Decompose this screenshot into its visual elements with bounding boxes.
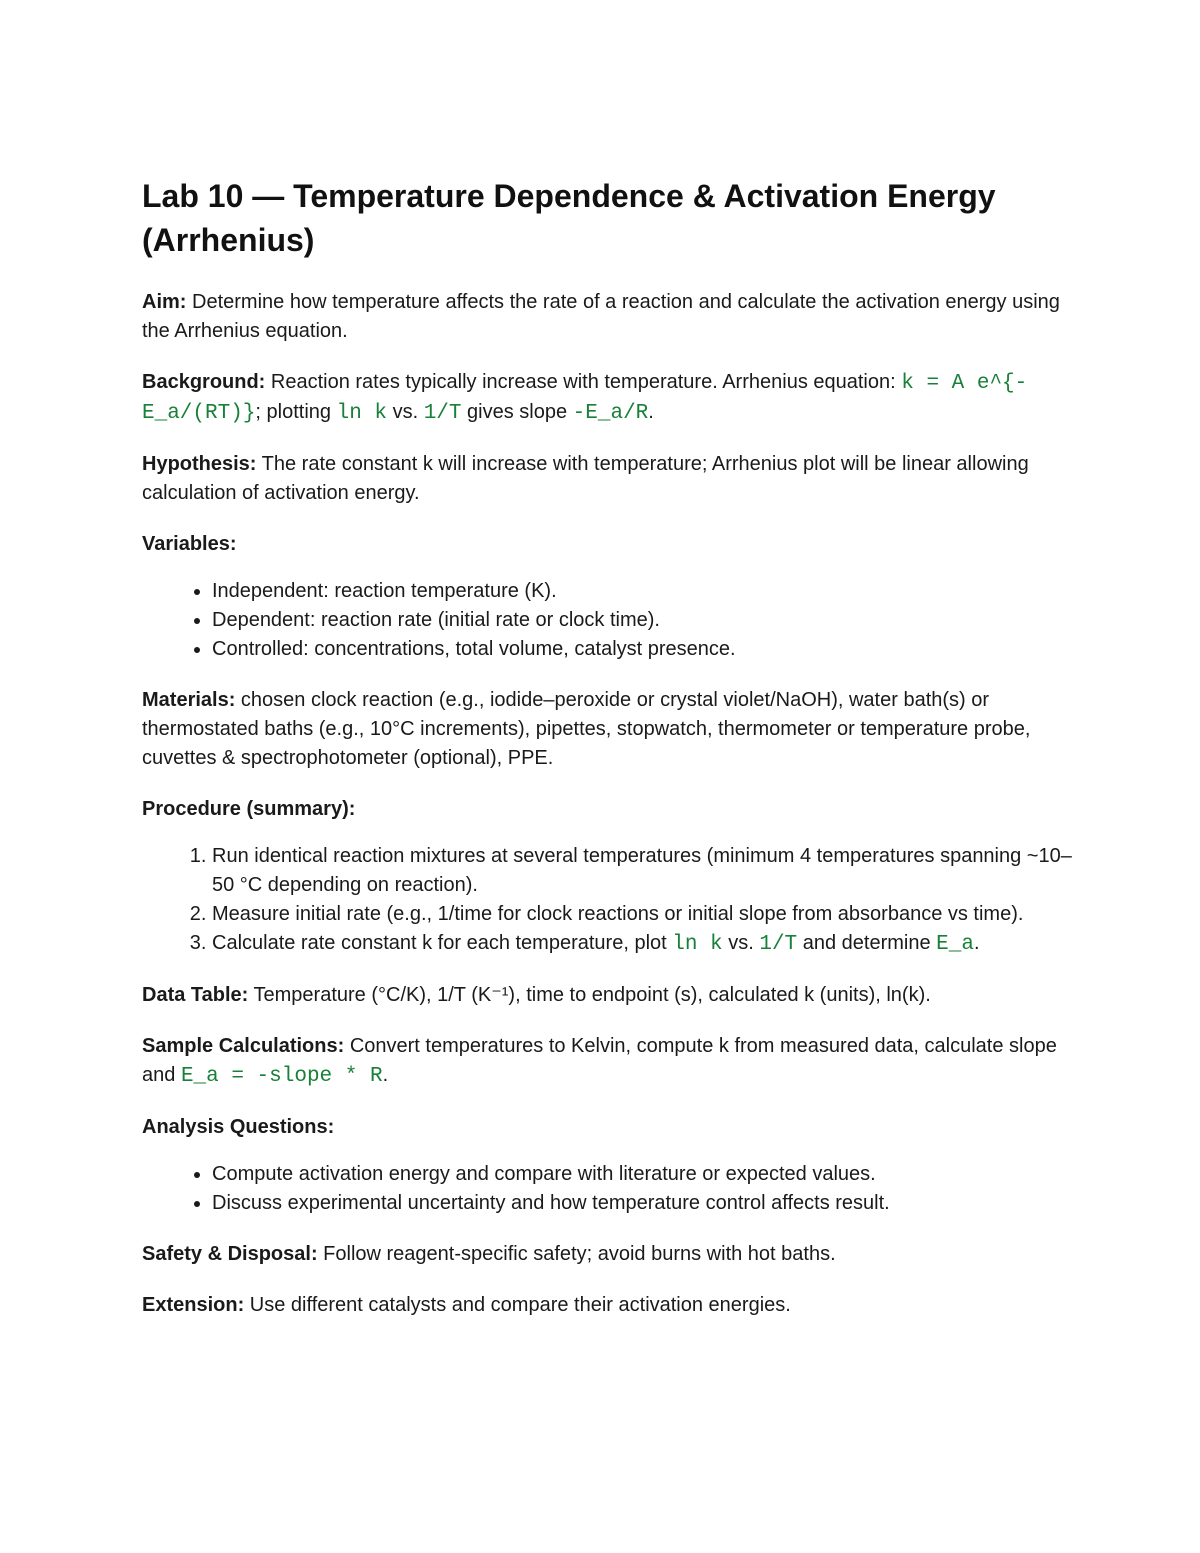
ln-k-code: ln k	[336, 402, 388, 425]
aim-paragraph	[142, 288, 1072, 346]
ea-code: E_a	[936, 933, 974, 956]
analysis-heading	[142, 1113, 1072, 1142]
safety-label: Safety & Disposal:	[142, 1243, 318, 1265]
procedure-step-3	[212, 929, 1072, 959]
safety-paragraph	[142, 1240, 1072, 1269]
step3-text-2: vs.	[722, 932, 760, 954]
background-text-2: ; plotting	[255, 401, 337, 423]
list-item: • Independent: reaction temperature (K).	[212, 577, 1072, 606]
sample-calculations-text-2: .	[382, 1064, 389, 1086]
procedure-list	[142, 842, 1072, 959]
slope-code: -E_a/R	[572, 402, 649, 425]
variables-label: Variables:	[142, 533, 237, 555]
hypothesis-paragraph	[142, 450, 1072, 508]
aim-label: Aim:	[142, 291, 187, 313]
extension-text: Use different catalysts and compare their activation energies.	[244, 1294, 791, 1316]
variables-heading	[142, 530, 1072, 559]
hypothesis-label: Hypothesis:	[142, 453, 257, 475]
data-table-paragraph	[142, 981, 1072, 1010]
data-table-label: Data Table:	[142, 984, 249, 1006]
arrhenius-equation-code: k = A e^{-E_a/(RT)}	[142, 372, 1028, 425]
analysis-label: Analysis Questions:	[142, 1116, 335, 1138]
background-paragraph	[142, 368, 1072, 428]
procedure-heading	[142, 795, 1072, 824]
hypothesis-text: The rate constant k will increase with temperature; Arrhenius plot will be linear allowing calculation of activation energy.	[142, 453, 1029, 504]
step3-text-4: .	[973, 932, 980, 954]
materials-label: Materials:	[142, 689, 236, 711]
aim-text: Determine how temperature affects the rate of a reaction and calculate the activation energy using the Arrhenius equation.	[142, 291, 1060, 342]
materials-text: chosen clock reaction (e.g., iodide–peroxide or crystal violet/NaOH), water bath(s) or thermostated baths (e.g., 10°C increments), pipettes, stopwatch, thermometer or temperature probe, cuvettes & spectrophotometer (optional), PPE.	[142, 689, 1031, 769]
list-item: • Discuss experimental uncertainty and how temperature control affects result.	[212, 1189, 1072, 1218]
list-item: • Dependent: reaction rate (initial rate or clock time).	[212, 606, 1072, 635]
procedure-label: Procedure (summary):	[142, 798, 356, 820]
sample-calculations-label: Sample Calculations:	[142, 1035, 345, 1057]
procedure-step-1: 1. Run identical reaction mixtures at several temperatures (minimum 4 temperatures spanning ~10–50 °C depending on reaction).	[212, 842, 1072, 900]
ln-k-code: ln k	[672, 933, 723, 956]
background-text-5: .	[648, 401, 654, 423]
extension-label: Extension:	[142, 1294, 245, 1316]
background-label: Background:	[142, 371, 266, 393]
background-text-3: vs.	[387, 401, 424, 423]
page-title: Lab 10 — Temperature Dependence & Activation Energy (Arrhenius)	[142, 178, 996, 258]
ea-formula-code: E_a = -slope * R	[180, 1065, 383, 1088]
sample-calculations-paragraph	[142, 1032, 1072, 1091]
background-text-4: gives slope	[461, 401, 573, 423]
variables-list	[142, 577, 1072, 664]
safety-text: Follow reagent-specific safety; avoid burns with hot baths.	[317, 1243, 836, 1265]
sample-calculations-text-1: Convert temperatures to Kelvin, compute k from measured data, calculate slope and	[142, 1035, 1057, 1086]
document-page	[142, 174, 1072, 1342]
inverse-t-code: 1/T	[423, 402, 462, 425]
list-item: • Compute activation energy and compare with literature or expected values.	[212, 1160, 1072, 1189]
inverse-t-code: 1/T	[759, 933, 798, 956]
analysis-list	[142, 1160, 1072, 1218]
step3-text-1: Calculate rate constant k for each temperature, plot	[212, 932, 673, 954]
materials-paragraph	[142, 686, 1072, 773]
data-table-text: Temperature (°C/K), 1/T (K⁻¹), time to endpoint (s), calculated k (units), ln(k).	[248, 984, 931, 1006]
background-text-1: Reaction rates typically increase with temperature. Arrhenius equation:	[265, 371, 902, 393]
procedure-step-2: 2. Measure initial rate (e.g., 1/time for clock reactions or initial slope from absorbance vs time).	[212, 900, 1072, 929]
step3-text-3: and determine	[797, 932, 937, 954]
extension-paragraph	[142, 1291, 1072, 1320]
list-item: • Controlled: concentrations, total volume, catalyst presence.	[212, 635, 1072, 664]
